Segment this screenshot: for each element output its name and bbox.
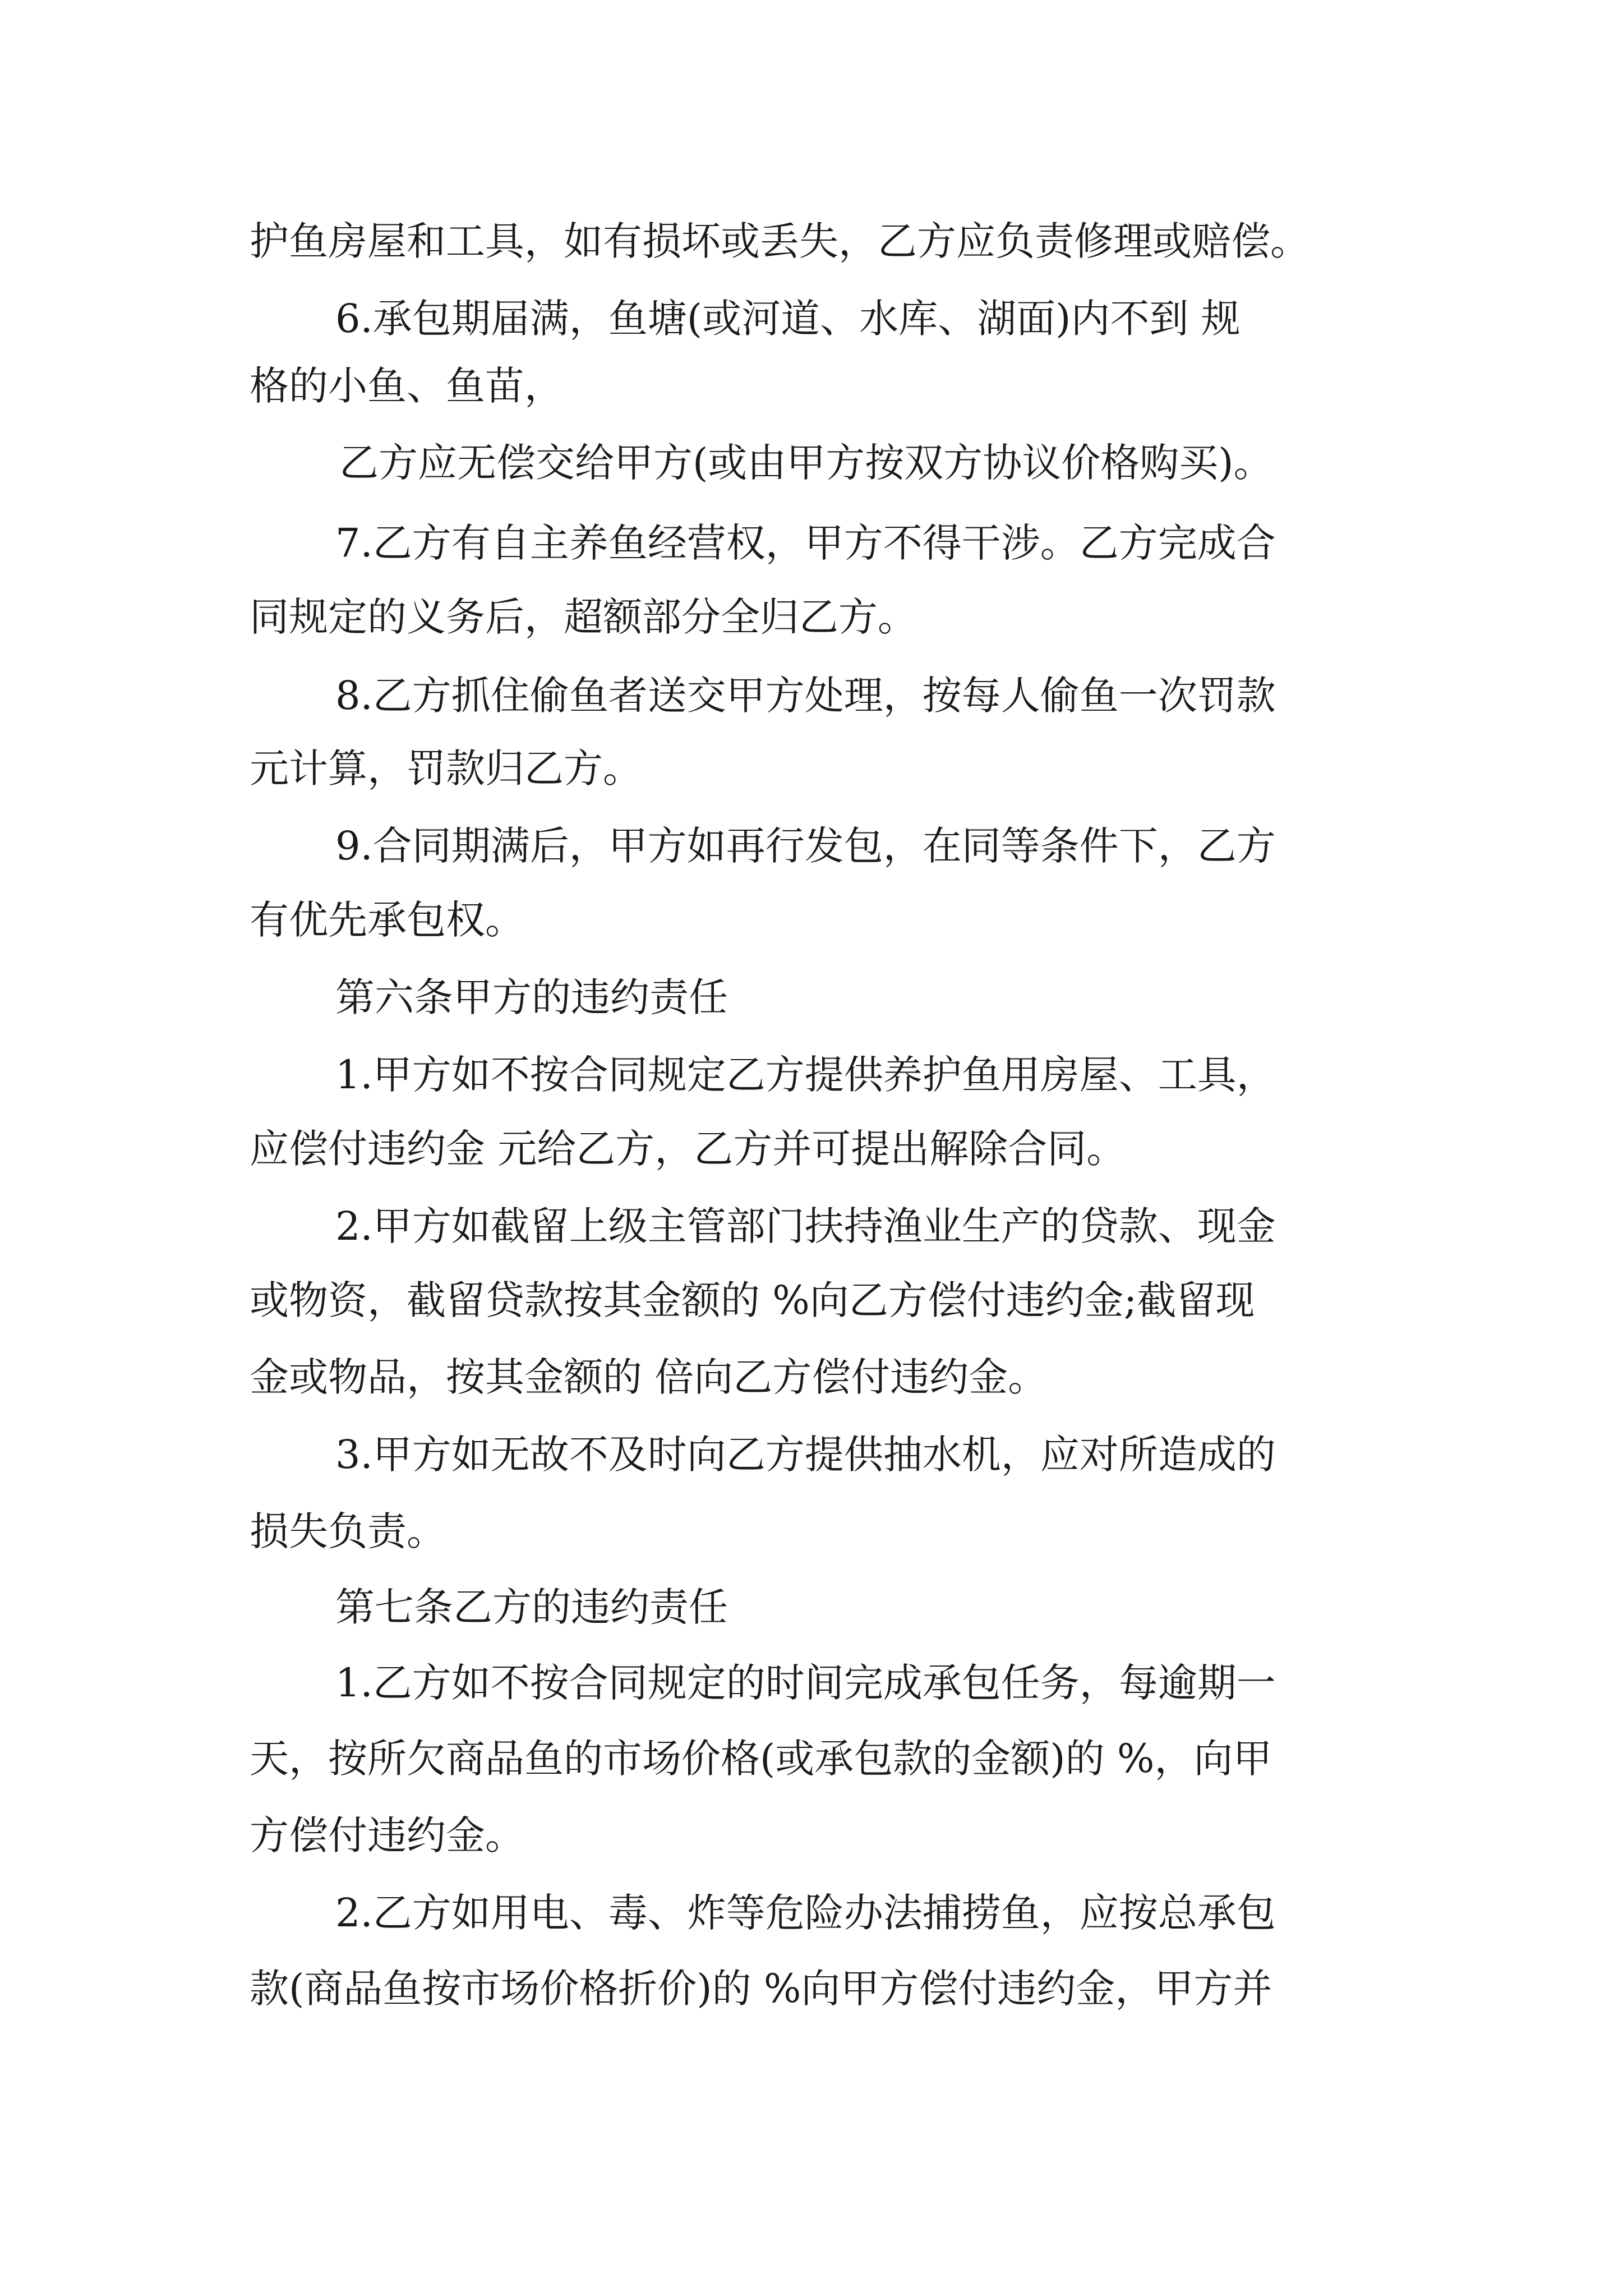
text-line: 同规定的义务后，超额部分全归乙方。 bbox=[250, 594, 917, 640]
text-line: 6.承包期届满，鱼塘(或河道、水库、湖面)内不到 规 bbox=[335, 296, 1241, 342]
text-line: 乙方应无偿交给甲方(或由甲方按双方协议价格购买)。 bbox=[339, 440, 1273, 486]
text-line: 天，按所欠商品鱼的市场价格(或承包款的金额)的 %，向甲 bbox=[250, 1736, 1272, 1782]
text-line: 9.合同期满后，甲方如再行发包，在同等条件下，乙方 bbox=[335, 823, 1276, 869]
text-line: 格的小鱼、鱼苗， bbox=[250, 363, 564, 409]
text-line: 有优先承包权。 bbox=[250, 897, 524, 943]
section-heading: 第七条乙方的违约责任 bbox=[335, 1584, 728, 1630]
text-line: 或物资，截留贷款按其金额的 %向乙方偿付违约金;截留现 bbox=[250, 1277, 1255, 1323]
text-line: 8.乙方抓住偷鱼者送交甲方处理，按每人偷鱼一次罚款 bbox=[335, 673, 1276, 719]
text-line: 金或物品，按其金额的 倍向乙方偿付违约金。 bbox=[250, 1354, 1048, 1400]
text-line: 款(商品鱼按市场价格折价)的 %向甲方偿付违约金，甲方并 bbox=[250, 1966, 1272, 2012]
text-line: 3.甲方如无故不及时向乙方提供抽水机，应对所造成的 bbox=[335, 1432, 1276, 1478]
text-line: 应偿付违约金 元给乙方，乙方并可提出解除合同。 bbox=[250, 1126, 1126, 1172]
text-line: 7.乙方有自主养鱼经营权，甲方不得干涉。乙方完成合 bbox=[335, 520, 1276, 566]
text-line: 1.甲方如不按合同规定乙方提供养护鱼用房屋、工具， bbox=[335, 1052, 1276, 1098]
text-line: 1.乙方如不按合同规定的时间完成承包任务，每逾期一 bbox=[335, 1660, 1276, 1706]
text-line: 损失负责。 bbox=[250, 1508, 446, 1554]
text-line: 护鱼房屋和工具，如有损坏或丢失，乙方应负责修理或赔偿。 bbox=[250, 218, 1310, 264]
section-heading: 第六条甲方的违约责任 bbox=[335, 974, 728, 1020]
text-line: 2.乙方如用电、毒、炸等危险办法捕捞鱼，应按总承包 bbox=[335, 1890, 1276, 1936]
text-line: 元计算，罚款归乙方。 bbox=[250, 746, 642, 792]
text-line: 方偿付违约金。 bbox=[250, 1812, 524, 1858]
text-line: 2.甲方如截留上级主管部门扶持渔业生产的贷款、现金 bbox=[335, 1203, 1276, 1249]
